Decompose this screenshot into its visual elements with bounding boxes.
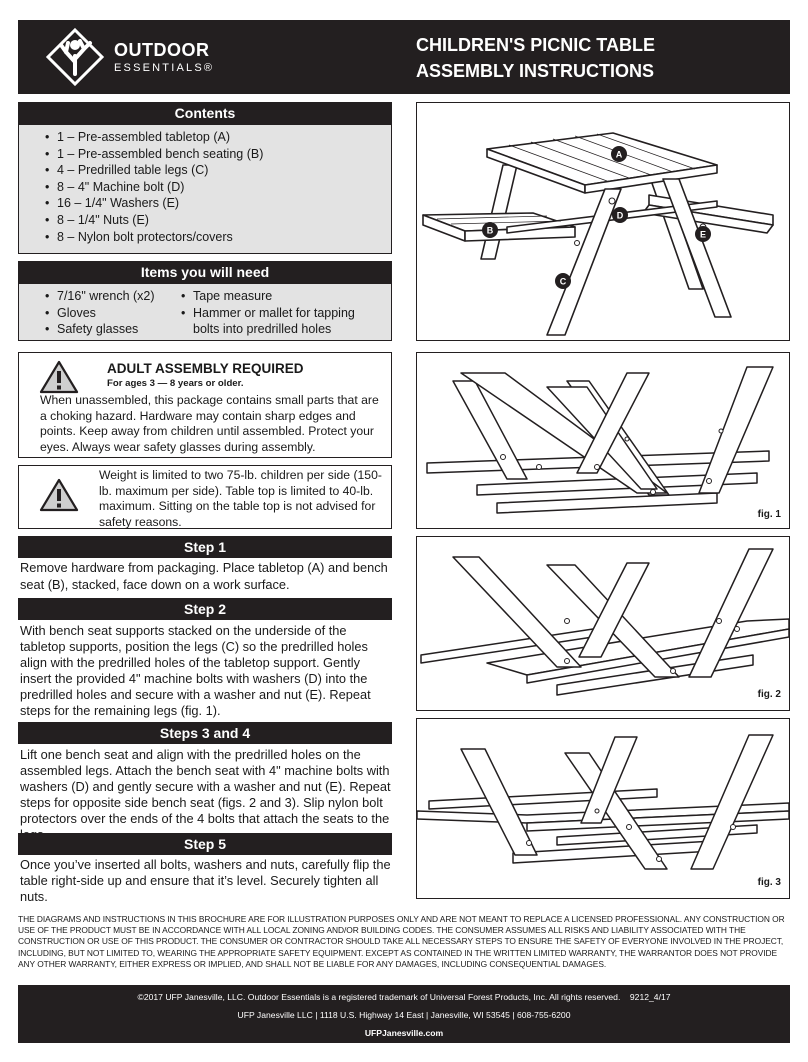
contents-list <box>43 129 391 245</box>
brand-name: OUTDOOR <box>114 40 210 60</box>
adult-assembly-warning <box>18 352 392 458</box>
warning-heading: ADULT ASSEMBLY REQUIRED <box>107 361 304 376</box>
label-c: C <box>559 276 567 287</box>
contents-panel <box>18 124 392 254</box>
list-item: • 1 – Pre-assembled tabletop (A) <box>43 129 391 146</box>
warning-subheading: For ages 3 — 8 years or older. <box>107 378 244 389</box>
page-title-line2: ASSEMBLY INSTRUCTIONS <box>416 61 655 81</box>
items-needed-heading: Items you will need <box>18 261 392 283</box>
list-item: • Safety glasses <box>43 321 183 338</box>
fig3-illustration <box>417 719 789 898</box>
warning-body: When unassembled, this package contains small parts that are a choking hazard. Hardware may contain sharp edges and points. Keep away from children until assembled. Protect your eyes. Always wear safety glasses during assembly. <box>40 393 379 454</box>
items-needed-panel <box>18 283 392 341</box>
footer-website[interactable]: UFPJanesville.com <box>364 1028 444 1038</box>
figure-2 <box>416 536 790 711</box>
list-item-continued: bolts into predrilled holes <box>193 322 332 337</box>
step1-heading: Step 1 <box>18 536 392 558</box>
steps3-4-heading: Steps 3 and 4 <box>18 722 392 744</box>
legal-disclaimer: THE DIAGRAMS AND INSTRUCTIONS IN THIS BROCHURE ARE FOR ILLUSTRATION PURPOSES ONLY AND ARE NOT MEANT TO REPLACE A LICENSED PROFESSIONAL. ANY CONSTRUCTION OR USE OF THE PRODUCT MUST BE IN ACCORDANCE WITH ALL LOCAL ZONING AND/OR BUILDING CODES. THE CONSUMER ASSUMES ALL RISKS AND LIABILITY ASSOCIATED WITH THE CONSTRUCTION OR USE OF THIS PRODUCT. THE CONSUMER OR CONTRACTOR SHOULD TAKE ALL NECESSARY STEPS TO ENSURE THE SAFETY OF EVERYONE INVOLVED IN THE PROJECT, INCLUDING, BUT NOT LIMITED TO, WEARING THE APPROPRIATE SAFETY EQUIPMENT. EXCEPT AS CONTAINED IN THE WRITTEN LIMITED WARRANTY, THE WARRANTOR DOES NOT PROVIDE ANY OTHER WARRANTY, EITHER EXPRESS OR IMPLIED, AND SHALL NOT BE LIABLE FOR ANY DAMAGES, INCLUDING CONSEQUENTIAL DAMAGES. <box>18 914 785 969</box>
weight-notice-text: Weight is limited to two 75-lb. children per side (150-lb. maximum per side). Table top is limited to 40-lb. maximum. Sitting on the table top is not advised for safety reasons. <box>99 468 382 529</box>
list-item: • 7/16" wrench (x2) <box>43 288 183 305</box>
list-item: • 1 – Pre-assembled bench seating (B) <box>43 146 391 163</box>
warning-triangle-icon <box>39 478 79 512</box>
weight-notice-box <box>18 465 392 529</box>
label-a: A <box>615 149 623 160</box>
list-item: • 8 – 4" Machine bolt (D) <box>43 179 391 196</box>
list-item: • 16 – 1/4" Washers (E) <box>43 195 391 212</box>
step1-body: Remove hardware from packaging. Place tabletop (A) and bench seat (B), stacked, face down on a work surface. <box>20 560 388 592</box>
page-title-line1: CHILDREN'S PICNIC TABLE <box>416 35 655 55</box>
step5-heading: Step 5 <box>18 833 392 855</box>
list-item: • 8 – Nylon bolt protectors/covers <box>43 229 391 246</box>
fig3-label: fig. 3 <box>757 877 781 888</box>
step2-body: With bench seat supports stacked on the underside of the tabletop supports, position the legs (C) so the predrilled holes align with the predrilled holes of the tabletop support. Gently insert the provided 4" machine bolts with washers (D) into the predrilled holes and secure with a washer and nut (E). Repeat steps for the remaining legs (fig. 1). <box>20 623 371 719</box>
items-needed-col1 <box>43 288 183 338</box>
fig1-label: fig. 1 <box>757 509 781 520</box>
steps3-4-body: Lift one bench seat and align with the predrilled holes on the assembled legs. Attach the bench seat with 4" machine bolts with washers (D) and gently secure with a washer and nut (E). Repeat steps for opposite side bench seat (figs. 2 and 3). Slip nylon bolt protectors over the ends of the 4 bolts that attach the seats to the <box>20 747 391 827</box>
list-item: • 4 – Predrilled table legs (C) <box>43 162 391 179</box>
footer-copyright: ©2017 UFP Janesville, LLC. Outdoor Essentials is a registered trademark of Universal Forest Products, Inc. All rights reserved. 9212_4/17 <box>137 992 671 1002</box>
label-b: B <box>486 225 494 236</box>
label-e: E <box>699 229 707 240</box>
step5-body: Once you’ve inserted all bolts, washers and nuts, carefully flip the table right-side up and ensure that it’s level. Securely tighten all nuts. <box>20 857 391 905</box>
fig1-illustration <box>417 353 789 528</box>
header-banner <box>18 20 790 94</box>
fig2-illustration <box>417 537 789 710</box>
figure-1 <box>416 352 790 529</box>
figure-3 <box>416 718 790 899</box>
footer-address: UFP Janesville LLC | 1118 U.S. Highway 14 East | Janesville, WI 53545 | 608-755-6200 <box>237 1010 571 1020</box>
tree-logo-icon <box>46 28 104 86</box>
list-item: • Hammer or mallet for tapping <box>179 305 389 322</box>
list-item: • Tape measure <box>179 288 389 305</box>
step2-heading: Step 2 <box>18 598 392 620</box>
warning-triangle-icon <box>39 360 79 394</box>
picnic-table-illustration <box>417 103 789 340</box>
assembled-table-diagram <box>416 102 790 341</box>
items-needed-col2 <box>179 288 389 338</box>
list-item: • Gloves <box>43 305 183 322</box>
footer <box>18 985 790 1043</box>
list-item: • 8 – 1/4" Nuts (E) <box>43 212 391 229</box>
contents-heading: Contents <box>18 102 392 124</box>
label-d: D <box>616 210 624 221</box>
brand-subname: ESSENTIALS® <box>114 62 215 74</box>
fig2-label: fig. 2 <box>757 689 781 700</box>
